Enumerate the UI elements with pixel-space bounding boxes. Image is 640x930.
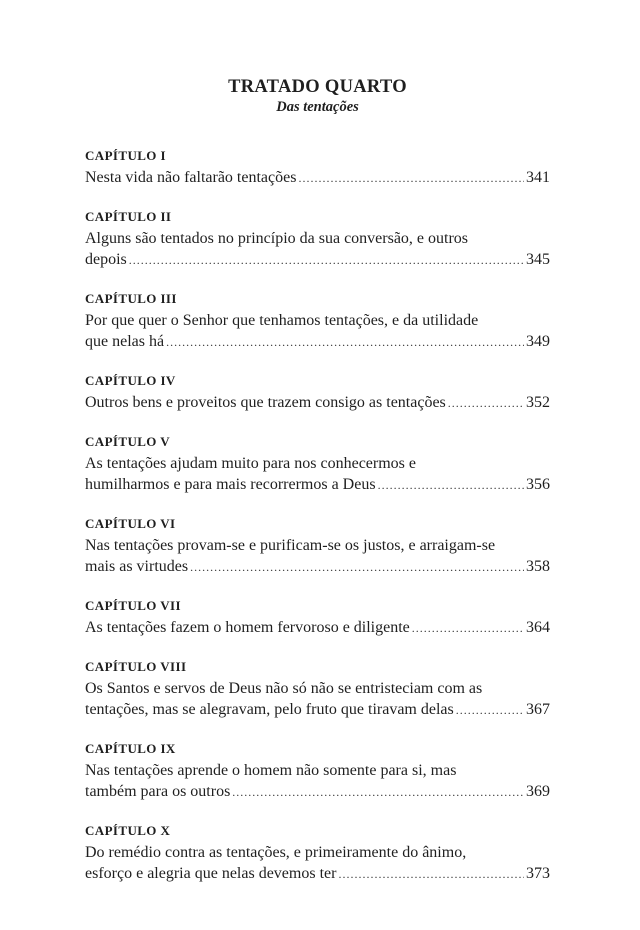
page-number: 369 <box>526 783 550 800</box>
chapter-title-line: Nas tentações aprende o homem não somente para si, mas <box>85 762 457 779</box>
chapter-label: CAPÍTULO VIII <box>85 659 187 674</box>
dot-leader <box>338 864 524 885</box>
chapter-title <box>85 760 550 803</box>
chapter-label: CAPÍTULO V <box>85 434 171 449</box>
page-number: 373 <box>526 865 550 882</box>
toc-entry <box>85 596 550 639</box>
chapter-title-last-line <box>85 167 550 189</box>
chapter-title-text: esforço e alegria que nelas devemos ter <box>85 865 337 882</box>
dot-leader <box>378 475 524 496</box>
chapter-title-text: As tentações fazem o homem fervoroso e diligente <box>85 619 410 636</box>
chapter-label: CAPÍTULO I <box>85 148 166 163</box>
page-number: 367 <box>526 701 550 718</box>
toc-entry <box>85 432 550 496</box>
chapter-title-text: tentações, mas se alegravam, pelo fruto que tiravam delas <box>85 701 454 718</box>
chapter-label: CAPÍTULO VII <box>85 598 181 613</box>
section-header <box>85 76 550 116</box>
toc-entry <box>85 514 550 578</box>
chapter-label: CAPÍTULO VI <box>85 516 176 531</box>
chapter-label: CAPÍTULO III <box>85 291 177 306</box>
toc-entry <box>85 739 550 803</box>
section-title: TRATADO QUARTO <box>228 77 407 97</box>
table-of-contents <box>85 146 550 885</box>
chapter-title <box>85 678 550 721</box>
toc-entry <box>85 821 550 885</box>
page-number: 356 <box>526 476 550 493</box>
chapter-label: CAPÍTULO IV <box>85 373 176 388</box>
chapter-title-text: Outros bens e proveitos que trazem consigo as tentações <box>85 394 446 411</box>
dot-leader <box>166 332 524 353</box>
chapter-title <box>85 310 550 353</box>
toc-entry <box>85 289 550 353</box>
page-number: 349 <box>526 333 550 350</box>
chapter-title-text: que nelas há <box>85 333 165 350</box>
dot-leader <box>456 700 524 721</box>
dot-leader <box>129 250 524 271</box>
dot-leader <box>190 557 524 578</box>
chapter-title-text: depois <box>85 251 127 268</box>
chapter-title-last-line <box>85 556 550 578</box>
chapter-title-last-line <box>85 392 550 414</box>
chapter-title <box>85 535 550 578</box>
chapter-title-last-line <box>85 699 550 721</box>
chapter-label: CAPÍTULO II <box>85 209 172 224</box>
section-subtitle: Das tentações <box>276 99 359 115</box>
chapter-title-line: Nas tentações provam-se e purificam-se os justos, e arraigam-se <box>85 537 496 554</box>
chapter-title <box>85 453 550 496</box>
chapter-title <box>85 617 550 639</box>
page-number: 341 <box>526 169 550 186</box>
chapter-title-last-line <box>85 781 550 803</box>
chapter-title <box>85 228 550 271</box>
page-number: 345 <box>526 251 550 268</box>
chapter-title-text: mais as virtudes <box>85 558 189 575</box>
dot-leader <box>412 618 524 639</box>
chapter-title-last-line <box>85 863 550 885</box>
toc-page <box>85 76 550 903</box>
dot-leader <box>298 168 524 189</box>
toc-entry <box>85 146 550 189</box>
toc-entry <box>85 657 550 721</box>
page-number: 364 <box>526 619 550 636</box>
page-number: 352 <box>526 394 550 411</box>
page-number: 358 <box>526 558 550 575</box>
dot-leader <box>232 782 524 803</box>
chapter-label: CAPÍTULO IX <box>85 741 176 756</box>
chapter-title <box>85 842 550 885</box>
chapter-title-line: Os Santos e servos de Deus não só não se entristeciam com as <box>85 680 483 697</box>
chapter-title-last-line <box>85 249 550 271</box>
toc-entry <box>85 207 550 271</box>
chapter-title-line: Por que quer o Senhor que tenhamos tentações, e da utilidade <box>85 312 479 329</box>
chapter-title-text: Nesta vida não faltarão tentações <box>85 169 297 186</box>
chapter-title-line: Do remédio contra as tentações, e primeiramente do ânimo, <box>85 844 467 861</box>
chapter-title-line: As tentações ajudam muito para nos conhecermos e <box>85 455 416 472</box>
toc-entry <box>85 371 550 414</box>
chapter-title-last-line <box>85 474 550 496</box>
chapter-title-last-line <box>85 617 550 639</box>
chapter-title <box>85 167 550 189</box>
chapter-title-text: também para os outros <box>85 783 231 800</box>
chapter-title-line: Alguns são tentados no princípio da sua conversão, e outros <box>85 230 469 247</box>
chapter-title <box>85 392 550 414</box>
chapter-title-text: humilharmos e para mais recorrermos a Deus <box>85 476 376 493</box>
chapter-title-last-line <box>85 331 550 353</box>
chapter-label: CAPÍTULO X <box>85 823 171 838</box>
dot-leader <box>448 393 524 414</box>
